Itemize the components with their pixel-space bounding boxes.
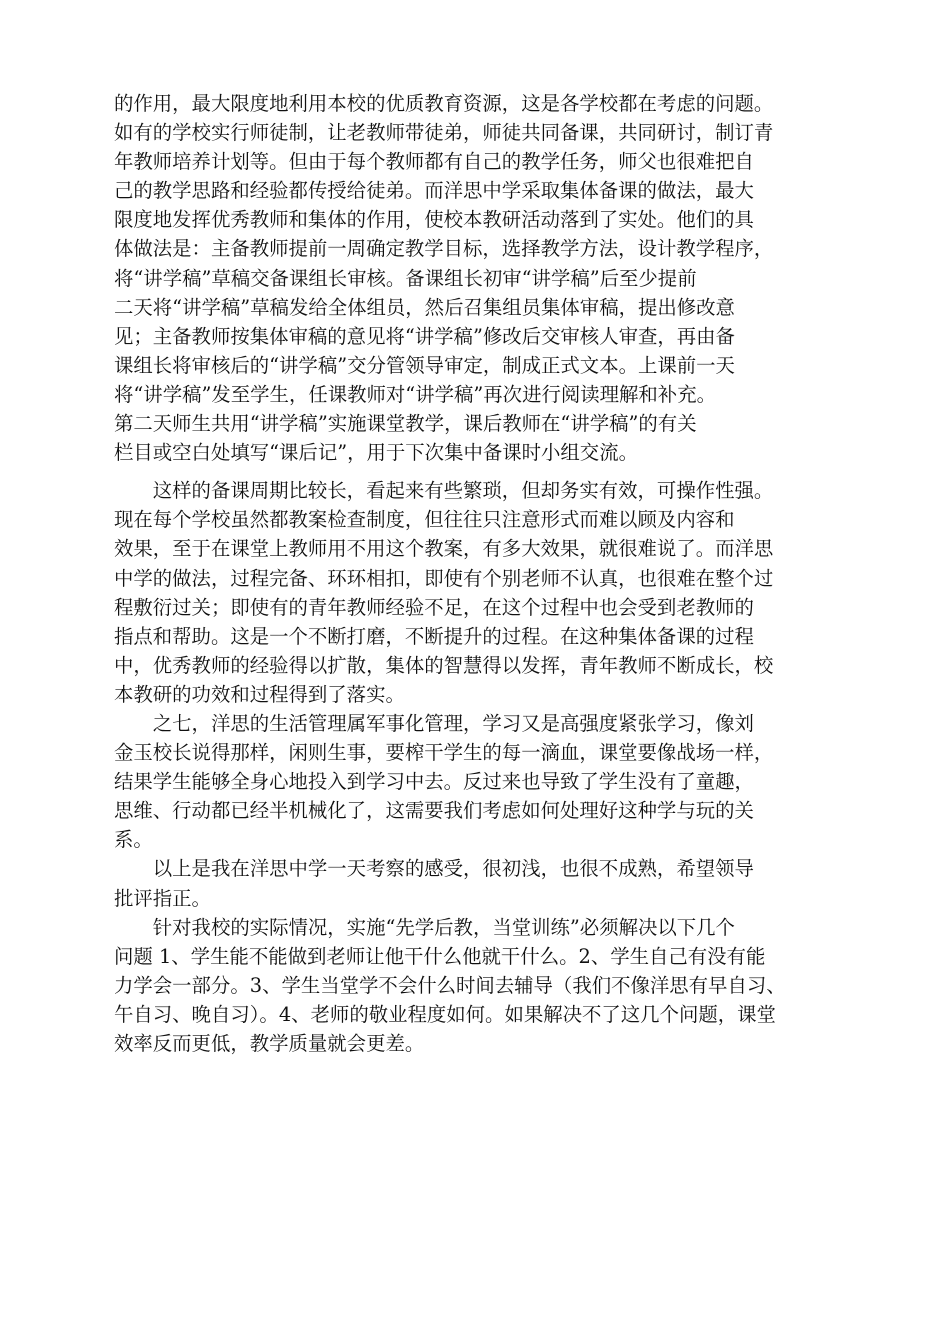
text-line: 中，优秀教师的经验得以扩散，集体的智慧得以发挥，青年教师不断成长，校 [114, 653, 774, 677]
text-line: 这样的备课周期比较长，看起来有些繁琐，但却务实有效，可操作性强。 [114, 479, 774, 503]
text-line: 之七，洋思的生活管理属军事化管理，学习又是高强度紧张学习，像刘 [114, 711, 754, 735]
text-line: 效率反而更低，教学质量就会更差。 [114, 1032, 425, 1055]
text-line: 效果，至于在课堂上教师用不用这个教案，有多大效果，就很难说了。而洋思 [114, 537, 774, 561]
text-line: 批评指正。 [114, 886, 211, 910]
text-line: 将“讲学稿”草稿交备课组长审核。备课组长初审“讲学稿”后至少提前 [114, 266, 697, 290]
paragraph-4 [114, 854, 844, 912]
text-line: 问题 1、学生能不能做到老师让他干什么他就干什么。2、学生自己有没有能 [114, 944, 766, 968]
text-line: 年教师培养计划等。但由于每个教师都有自己的教学任务，师父也很难把自 [114, 150, 754, 174]
text-line: 指点和帮助。这是一个不断打磨，不断提升的过程。在这种集体备课的过程 [114, 624, 754, 648]
text-line: 体做法是：主备教师提前一周确定教学目标，选择教学方法，设计教学程序， [114, 237, 774, 261]
text-line: 栏目或空白处填写“课后记”，用于下次集中备课时小组交流。 [114, 441, 638, 465]
text-line: 以上是我在洋思中学一天考察的感受，很初浅，也很不成熟，希望领导 [114, 857, 754, 881]
text-line: 结果学生能够全身心地投入到学习中去。反过来也导致了学生没有了童趣， [114, 770, 754, 794]
text-line: 金玉校长说得那样，闲则生事，要榨干学生的每一滴血，课堂要像战场一样， [114, 741, 774, 765]
text-line: 二天将“讲学稿”草稿发给全体组员，然后召集组员集体审稿，提出修改意 [114, 295, 735, 319]
paragraph-3 [114, 709, 844, 854]
text-line: 将“讲学稿”发至学生，任课教师对“讲学稿”再次进行阅读理解和补充。 [114, 382, 716, 406]
text-line: 如有的学校实行师徒制，让老教师带徒弟，师徒共同备课，共同研讨，制订青 [114, 121, 774, 145]
paragraph-5 [114, 913, 844, 1058]
text-line: 午自习、晚自习）。4、老师的敬业程度如何。如果解决不了这几个问题，课堂 [114, 1002, 776, 1026]
text-line: 中学的做法，过程完备、环环相扣，即使有个别老师不认真，也很难在整个过 [114, 566, 774, 590]
text-line: 针对我校的实际情况，实施“先学后教，当堂训练”必须解决以下几个 [114, 915, 735, 939]
paragraph-1 [114, 89, 844, 467]
text-line: 本教研的功效和过程得到了落实。 [114, 682, 405, 706]
text-line: 己的教学思路和经验都传授给徒弟。而洋思中学采取集体备课的做法，最大 [114, 179, 754, 203]
text-line: 系。 [114, 828, 153, 852]
text-line: 课组长将审核后的“讲学稿”交分管领导审定，制成正式文本。上课前一天 [114, 353, 735, 377]
text-line: 力学会一部分。3、学生当堂学不会什么时间去辅导（我们不像洋思有早自习、 [114, 973, 786, 997]
text-line: 思维、行动都已经半机械化了，这需要我们考虑如何处理好这种学与玩的关 [114, 799, 754, 823]
text-line: 现在每个学校虽然都教案检查制度，但往往只注意形式而难以顾及内容和 [114, 508, 735, 532]
document-body [114, 89, 844, 1058]
text-line: 限度地发挥优秀教师和集体的作用，使校本教研活动落到了实处。他们的具 [114, 208, 754, 232]
text-line: 程敷衍过关；即使有的青年教师经验不足，在这个过程中也会受到老教师的 [114, 595, 754, 619]
text-line: 见；主备教师按集体审稿的意见将“讲学稿”修改后交审核人审查，再由备 [114, 324, 735, 348]
text-line: 第二天师生共用“讲学稿”实施课堂教学，课后教师在“讲学稿”的有关 [114, 412, 697, 436]
text-line: 的作用，最大限度地利用本校的优质教育资源，这是各学校都在考虑的问题。 [114, 92, 774, 115]
paragraph-2 [114, 476, 844, 709]
